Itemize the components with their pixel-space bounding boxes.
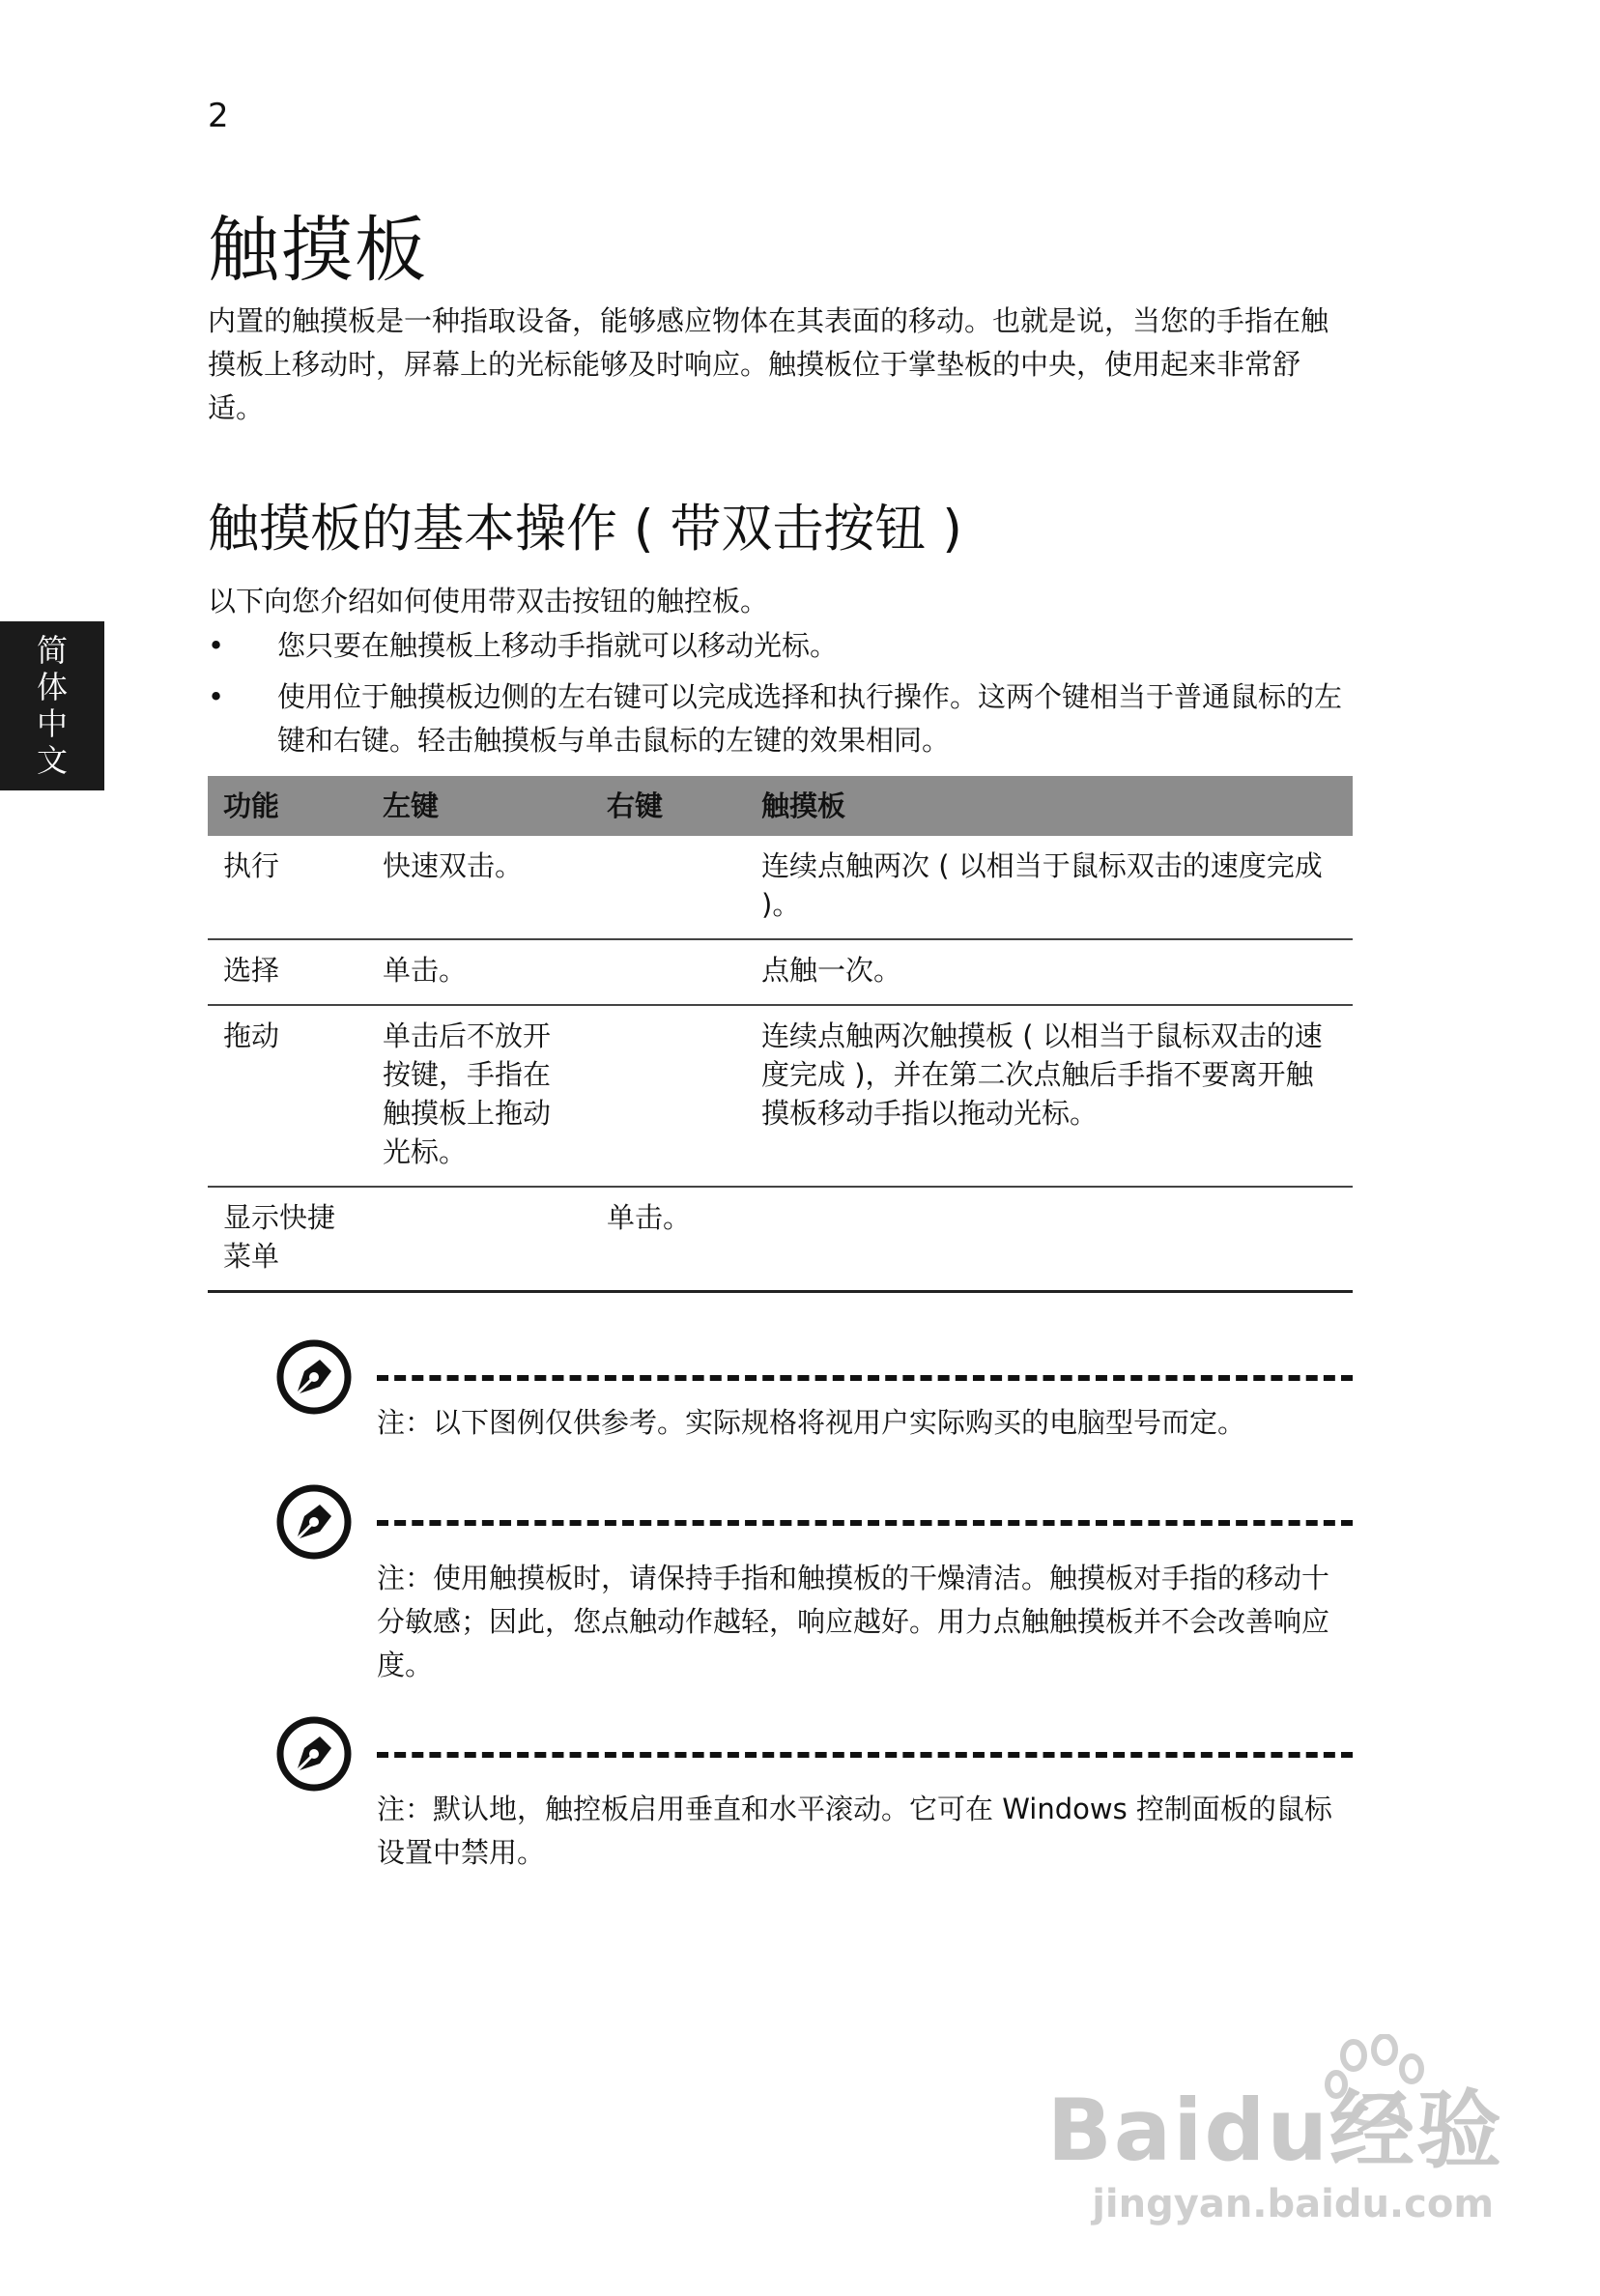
pen-nib-icon (275, 1483, 353, 1561)
cell-right: 单击。 (591, 1187, 746, 1292)
note-text: 注：默认地，触控板启用垂直和水平滚动。它可在 Windows 控制面板的鼠标设置中禁用。 (377, 1793, 1332, 1869)
note-block (275, 1338, 1353, 1464)
note-text: 注：使用触摸板时，请保持手指和触摸板的干燥清洁。触摸板对手指的移动十分敏感；因此，您点触动作越轻，响应越好。用力点触触摸板并不会改善响应度。 (377, 1562, 1330, 1681)
table-row (208, 939, 1353, 1005)
cell-function: 显示快捷菜单 (208, 1187, 367, 1292)
cell-touchpad: 连续点触两次触摸板 ( 以相当于鼠标双击的速度完成 )，并在第二次点触后手指不要离开触摸板移动手指以拖动光标。 (746, 1005, 1353, 1187)
cell-right (591, 939, 746, 1005)
cell-function: 选择 (208, 939, 367, 1005)
note-block (275, 1715, 1353, 1880)
bullet-list (208, 624, 1348, 770)
cell-function: 执行 (208, 836, 367, 939)
header-touchpad: 触摸板 (746, 776, 1353, 836)
dashed-divider (377, 1752, 1353, 1758)
page-title: 触摸板 (208, 209, 428, 292)
cell-left (367, 1187, 591, 1292)
note-text: 注：以下图例仅供参考。实际规格将视用户实际购买的电脑型号而定。 (377, 1406, 1246, 1439)
cell-touchpad: 连续点触两次 ( 以相当于鼠标双击的速度完成 )。 (746, 836, 1353, 939)
language-tab-char: 体 (36, 669, 68, 705)
dashed-divider (377, 1520, 1353, 1526)
cell-left: 单击后不放开按键，手指在触摸板上拖动光标。 (367, 1005, 591, 1187)
language-tab (0, 621, 104, 790)
bullet-item (208, 675, 1348, 762)
watermark-url: jingyan.baidu.com (1092, 2182, 1494, 2226)
intro-paragraph: 内置的触摸板是一种指取设备，能够感应物体在其表面的移动。也就是说，当您的手指在触摸板上移动时，屏幕上的光标能够及时响应。触摸板位于掌垫板的中央，使用起来非常舒适。 (208, 304, 1329, 424)
dashed-divider (377, 1375, 1353, 1381)
table-row (208, 1187, 1353, 1292)
bullet-text: 使用位于触摸板边侧的左右键可以完成选择和执行操作。这两个键相当于普通鼠标的左键和右键。轻击触摸板与单击鼠标的左键的效果相同。 (277, 680, 1343, 757)
table-header-row (208, 776, 1353, 836)
bullet-text: 您只要在触摸板上移动手指就可以移动光标。 (277, 629, 839, 662)
language-tab-char: 中 (36, 705, 68, 742)
note-block (275, 1483, 1353, 1686)
table-row (208, 1005, 1353, 1187)
cell-right (591, 836, 746, 939)
cell-left: 快速双击。 (367, 836, 591, 939)
section-intro: 以下向您介绍如何使用带双击按钮的触控板。 (208, 585, 769, 617)
bullet-dot-icon: • (208, 629, 225, 662)
cell-function: 拖动 (208, 1005, 367, 1187)
table-row (208, 836, 1353, 939)
language-tab-char: 简 (36, 632, 68, 669)
touchpad-operations-table (208, 776, 1353, 1293)
cell-left: 单击。 (367, 939, 591, 1005)
header-right-button: 右键 (591, 776, 746, 836)
language-tab-char: 文 (36, 742, 68, 779)
page-number: 2 (208, 97, 229, 135)
watermark-logo: Baidu经验 (1046, 2081, 1503, 2180)
pen-nib-icon (275, 1338, 353, 1416)
pen-nib-icon (275, 1715, 353, 1793)
header-left-button: 左键 (367, 776, 591, 836)
section-title: 触摸板的基本操作 ( 带双击按钮 ) (208, 500, 962, 559)
cell-right (591, 1005, 746, 1187)
bullet-dot-icon: • (208, 680, 225, 713)
cell-touchpad: 点触一次。 (746, 939, 1353, 1005)
bullet-item (208, 624, 1348, 668)
header-function: 功能 (208, 776, 367, 836)
cell-touchpad (746, 1187, 1353, 1292)
